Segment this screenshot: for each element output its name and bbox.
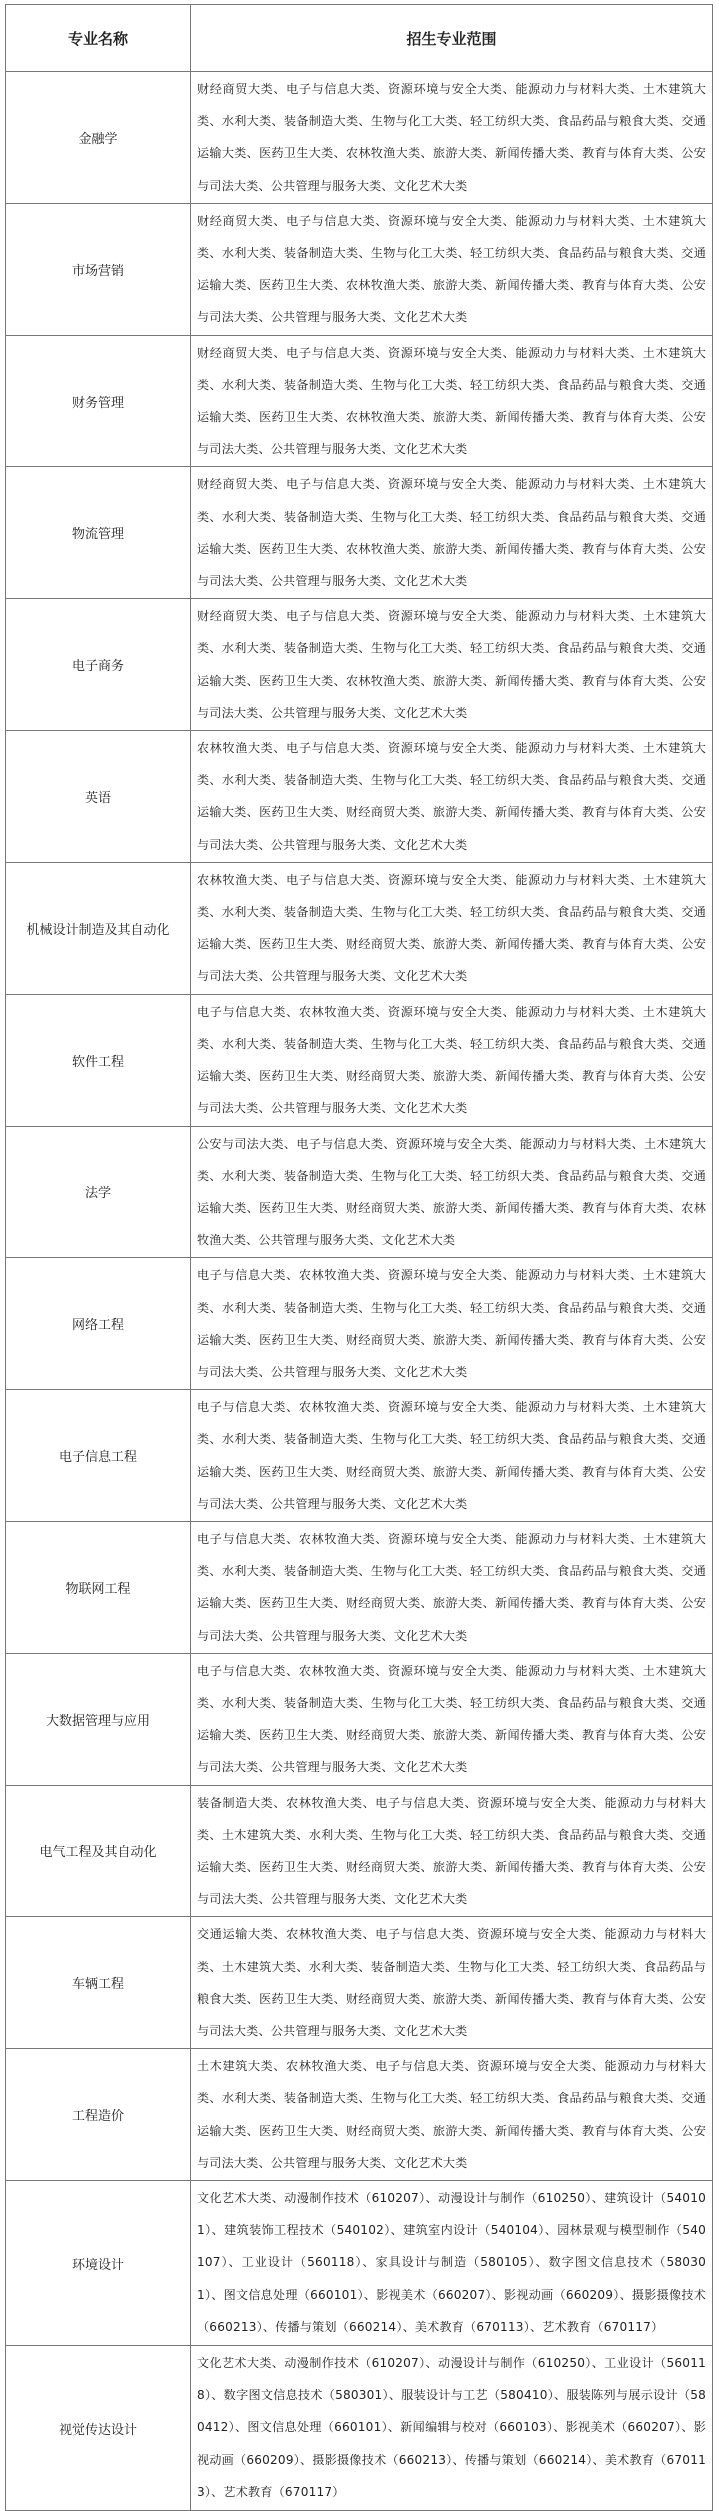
table-row bbox=[6, 203, 713, 335]
major-name: 软件工程 bbox=[6, 994, 191, 1126]
major-name: 车辆工程 bbox=[6, 1917, 191, 2049]
admission-table bbox=[5, 4, 713, 2511]
admission-scope: 电子与信息大类、农林牧渔大类、资源环境与安全大类、能源动力与材料大类、土木建筑大类、水利大类、装备制造大类、生物与化工大类、轻工纺织大类、食品药品与粮食大类、交通运输大类、医药卫生大类、财经商贸大类、旅游大类、新闻传播大类、教育与体育大类、公安与司法大类、公共管理与服务大类、文化艺术大类 bbox=[191, 1258, 713, 1390]
table-header-row bbox=[6, 5, 713, 72]
admission-scope: 财经商贸大类、电子与信息大类、资源环境与安全大类、能源动力与材料大类、土木建筑大类、水利大类、装备制造大类、生物与化工大类、轻工纺织大类、食品药品与粮食大类、交通运输大类、医药卫生大类、农林牧渔大类、旅游大类、新闻传播大类、教育与体育大类、公安与司法大类、公共管理与服务大类、文化艺术大类 bbox=[191, 72, 713, 204]
major-name: 视觉传达设计 bbox=[6, 2346, 191, 2511]
table-row bbox=[6, 862, 713, 994]
table-row bbox=[6, 1126, 713, 1258]
admission-scope: 公安与司法大类、电子与信息大类、资源环境与安全大类、能源动力与材料大类、土木建筑大类、水利大类、装备制造大类、生物与化工大类、轻工纺织大类、食品药品与粮食大类、交通运输大类、医药卫生大类、财经商贸大类、旅游大类、新闻传播大类、教育与体育大类、农林牧渔大类、公共管理与服务大类、文化艺术大类 bbox=[191, 1126, 713, 1258]
table-row bbox=[6, 467, 713, 599]
table-row bbox=[6, 994, 713, 1126]
table-row bbox=[6, 1785, 713, 1917]
major-name: 物流管理 bbox=[6, 467, 191, 599]
table-row bbox=[6, 1917, 713, 2049]
admission-scope: 农林牧渔大类、电子与信息大类、资源环境与安全大类、能源动力与材料大类、土木建筑大类、水利大类、装备制造大类、生物与化工大类、轻工纺织大类、食品药品与粮食大类、交通运输大类、医药卫生大类、财经商贸大类、旅游大类、新闻传播大类、教育与体育大类、公安与司法大类、公共管理与服务大类、文化艺术大类 bbox=[191, 731, 713, 863]
table-row bbox=[6, 2346, 713, 2511]
admission-scope: 财经商贸大类、电子与信息大类、资源环境与安全大类、能源动力与材料大类、土木建筑大类、水利大类、装备制造大类、生物与化工大类、轻工纺织大类、食品药品与粮食大类、交通运输大类、医药卫生大类、农林牧渔大类、旅游大类、新闻传播大类、教育与体育大类、公安与司法大类、公共管理与服务大类、文化艺术大类 bbox=[191, 599, 713, 731]
major-name: 网络工程 bbox=[6, 1258, 191, 1390]
major-name: 机械设计制造及其自动化 bbox=[6, 862, 191, 994]
table-row bbox=[6, 599, 713, 731]
admission-scope: 文化艺术大类、动漫制作技术（610207）、动漫设计与制作（610250）、建筑设计（540101）、建筑装饰工程技术（540102）、建筑室内设计（540104）、园林景观与模型制作（540107）、工业设计（560118）、家具设计与制造（580105）、数字图文信息技术（580301）、图文信息处理（660101）、影视美术（660207）、影视动画（660209）、摄影摄像技术（660213）、传播与策划（660214）、美术教育（670113）、艺术教育（670117） bbox=[191, 2181, 713, 2346]
table-row bbox=[6, 2049, 713, 2181]
admission-scope: 电子与信息大类、农林牧渔大类、资源环境与安全大类、能源动力与材料大类、土木建筑大类、水利大类、装备制造大类、生物与化工大类、轻工纺织大类、食品药品与粮食大类、交通运输大类、医药卫生大类、财经商贸大类、旅游大类、新闻传播大类、教育与体育大类、公安与司法大类、公共管理与服务大类、文化艺术大类 bbox=[191, 1653, 713, 1785]
major-name: 大数据管理与应用 bbox=[6, 1653, 191, 1785]
major-name: 电子商务 bbox=[6, 599, 191, 731]
admission-scope: 财经商贸大类、电子与信息大类、资源环境与安全大类、能源动力与材料大类、土木建筑大类、水利大类、装备制造大类、生物与化工大类、轻工纺织大类、食品药品与粮食大类、交通运输大类、医药卫生大类、农林牧渔大类、旅游大类、新闻传播大类、教育与体育大类、公安与司法大类、公共管理与服务大类、文化艺术大类 bbox=[191, 335, 713, 467]
admission-scope: 土木建筑大类、农林牧渔大类、电子与信息大类、资源环境与安全大类、能源动力与材料大类、水利大类、装备制造大类、生物与化工大类、轻工纺织大类、食品药品与粮食大类、交通运输大类、医药卫生大类、财经商贸大类、旅游大类、新闻传播大类、教育与体育大类、公安与司法大类、公共管理与服务大类、文化艺术大类 bbox=[191, 2049, 713, 2181]
major-name: 物联网工程 bbox=[6, 1521, 191, 1653]
major-name: 财务管理 bbox=[6, 335, 191, 467]
admission-scope: 电子与信息大类、农林牧渔大类、资源环境与安全大类、能源动力与材料大类、土木建筑大类、水利大类、装备制造大类、生物与化工大类、轻工纺织大类、食品药品与粮食大类、交通运输大类、医药卫生大类、财经商贸大类、旅游大类、新闻传播大类、教育与体育大类、公安与司法大类、公共管理与服务大类、文化艺术大类 bbox=[191, 1521, 713, 1653]
admission-scope: 农林牧渔大类、电子与信息大类、资源环境与安全大类、能源动力与材料大类、土木建筑大类、水利大类、装备制造大类、生物与化工大类、轻工纺织大类、食品药品与粮食大类、交通运输大类、医药卫生大类、财经商贸大类、旅游大类、新闻传播大类、教育与体育大类、公安与司法大类、公共管理与服务大类、文化艺术大类 bbox=[191, 862, 713, 994]
header-admission-scope: 招生专业范围 bbox=[191, 5, 713, 72]
major-name: 电气工程及其自动化 bbox=[6, 1785, 191, 1917]
admission-scope: 交通运输大类、农林牧渔大类、电子与信息大类、资源环境与安全大类、能源动力与材料大类、土木建筑大类、水利大类、装备制造大类、生物与化工大类、轻工纺织大类、食品药品与粮食大类、医药卫生大类、财经商贸大类、旅游大类、新闻传播大类、教育与体育大类、公安与司法大类、公共管理与服务大类、文化艺术大类 bbox=[191, 1917, 713, 2049]
table-row bbox=[6, 1521, 713, 1653]
admission-scope: 财经商贸大类、电子与信息大类、资源环境与安全大类、能源动力与材料大类、土木建筑大类、水利大类、装备制造大类、生物与化工大类、轻工纺织大类、食品药品与粮食大类、交通运输大类、医药卫生大类、农林牧渔大类、旅游大类、新闻传播大类、教育与体育大类、公安与司法大类、公共管理与服务大类、文化艺术大类 bbox=[191, 467, 713, 599]
table-row bbox=[6, 335, 713, 467]
major-name: 电子信息工程 bbox=[6, 1390, 191, 1522]
table-row bbox=[6, 1653, 713, 1785]
major-name: 市场营销 bbox=[6, 203, 191, 335]
major-name: 工程造价 bbox=[6, 2049, 191, 2181]
table-row bbox=[6, 72, 713, 204]
table-row bbox=[6, 2181, 713, 2346]
major-name: 金融学 bbox=[6, 72, 191, 204]
major-name: 法学 bbox=[6, 1126, 191, 1258]
admission-scope: 装备制造大类、农林牧渔大类、电子与信息大类、资源环境与安全大类、能源动力与材料大类、土木建筑大类、水利大类、生物与化工大类、轻工纺织大类、食品药品与粮食大类、交通运输大类、医药卫生大类、财经商贸大类、旅游大类、新闻传播大类、教育与体育大类、公安与司法大类、公共管理与服务大类、文化艺术大类 bbox=[191, 1785, 713, 1917]
table-row bbox=[6, 1390, 713, 1522]
major-name: 环境设计 bbox=[6, 2181, 191, 2346]
major-name: 英语 bbox=[6, 731, 191, 863]
table-row bbox=[6, 1258, 713, 1390]
admission-scope: 财经商贸大类、电子与信息大类、资源环境与安全大类、能源动力与材料大类、土木建筑大类、水利大类、装备制造大类、生物与化工大类、轻工纺织大类、食品药品与粮食大类、交通运输大类、医药卫生大类、农林牧渔大类、旅游大类、新闻传播大类、教育与体育大类、公安与司法大类、公共管理与服务大类、文化艺术大类 bbox=[191, 203, 713, 335]
admission-scope: 电子与信息大类、农林牧渔大类、资源环境与安全大类、能源动力与材料大类、土木建筑大类、水利大类、装备制造大类、生物与化工大类、轻工纺织大类、食品药品与粮食大类、交通运输大类、医药卫生大类、财经商贸大类、旅游大类、新闻传播大类、教育与体育大类、公安与司法大类、公共管理与服务大类、文化艺术大类 bbox=[191, 994, 713, 1126]
admission-scope: 文化艺术大类、动漫制作技术（610207）、动漫设计与制作（610250）、工业设计（560118）、数字图文信息技术（580301）、服装设计与工艺（580410）、服装陈列与展示设计（580412）、图文信息处理（660101）、新闻编辑与校对（660103）、影视美术（660207）、影视动画（660209）、摄影摄像技术（660213）、传播与策划（660214）、美术教育（670113）、艺术教育（670117） bbox=[191, 2346, 713, 2511]
admission-scope: 电子与信息大类、农林牧渔大类、资源环境与安全大类、能源动力与材料大类、土木建筑大类、水利大类、装备制造大类、生物与化工大类、轻工纺织大类、食品药品与粮食大类、交通运输大类、医药卫生大类、财经商贸大类、旅游大类、新闻传播大类、教育与体育大类、公安与司法大类、公共管理与服务大类、文化艺术大类 bbox=[191, 1390, 713, 1522]
table-row bbox=[6, 731, 713, 863]
header-major-name: 专业名称 bbox=[6, 5, 191, 72]
